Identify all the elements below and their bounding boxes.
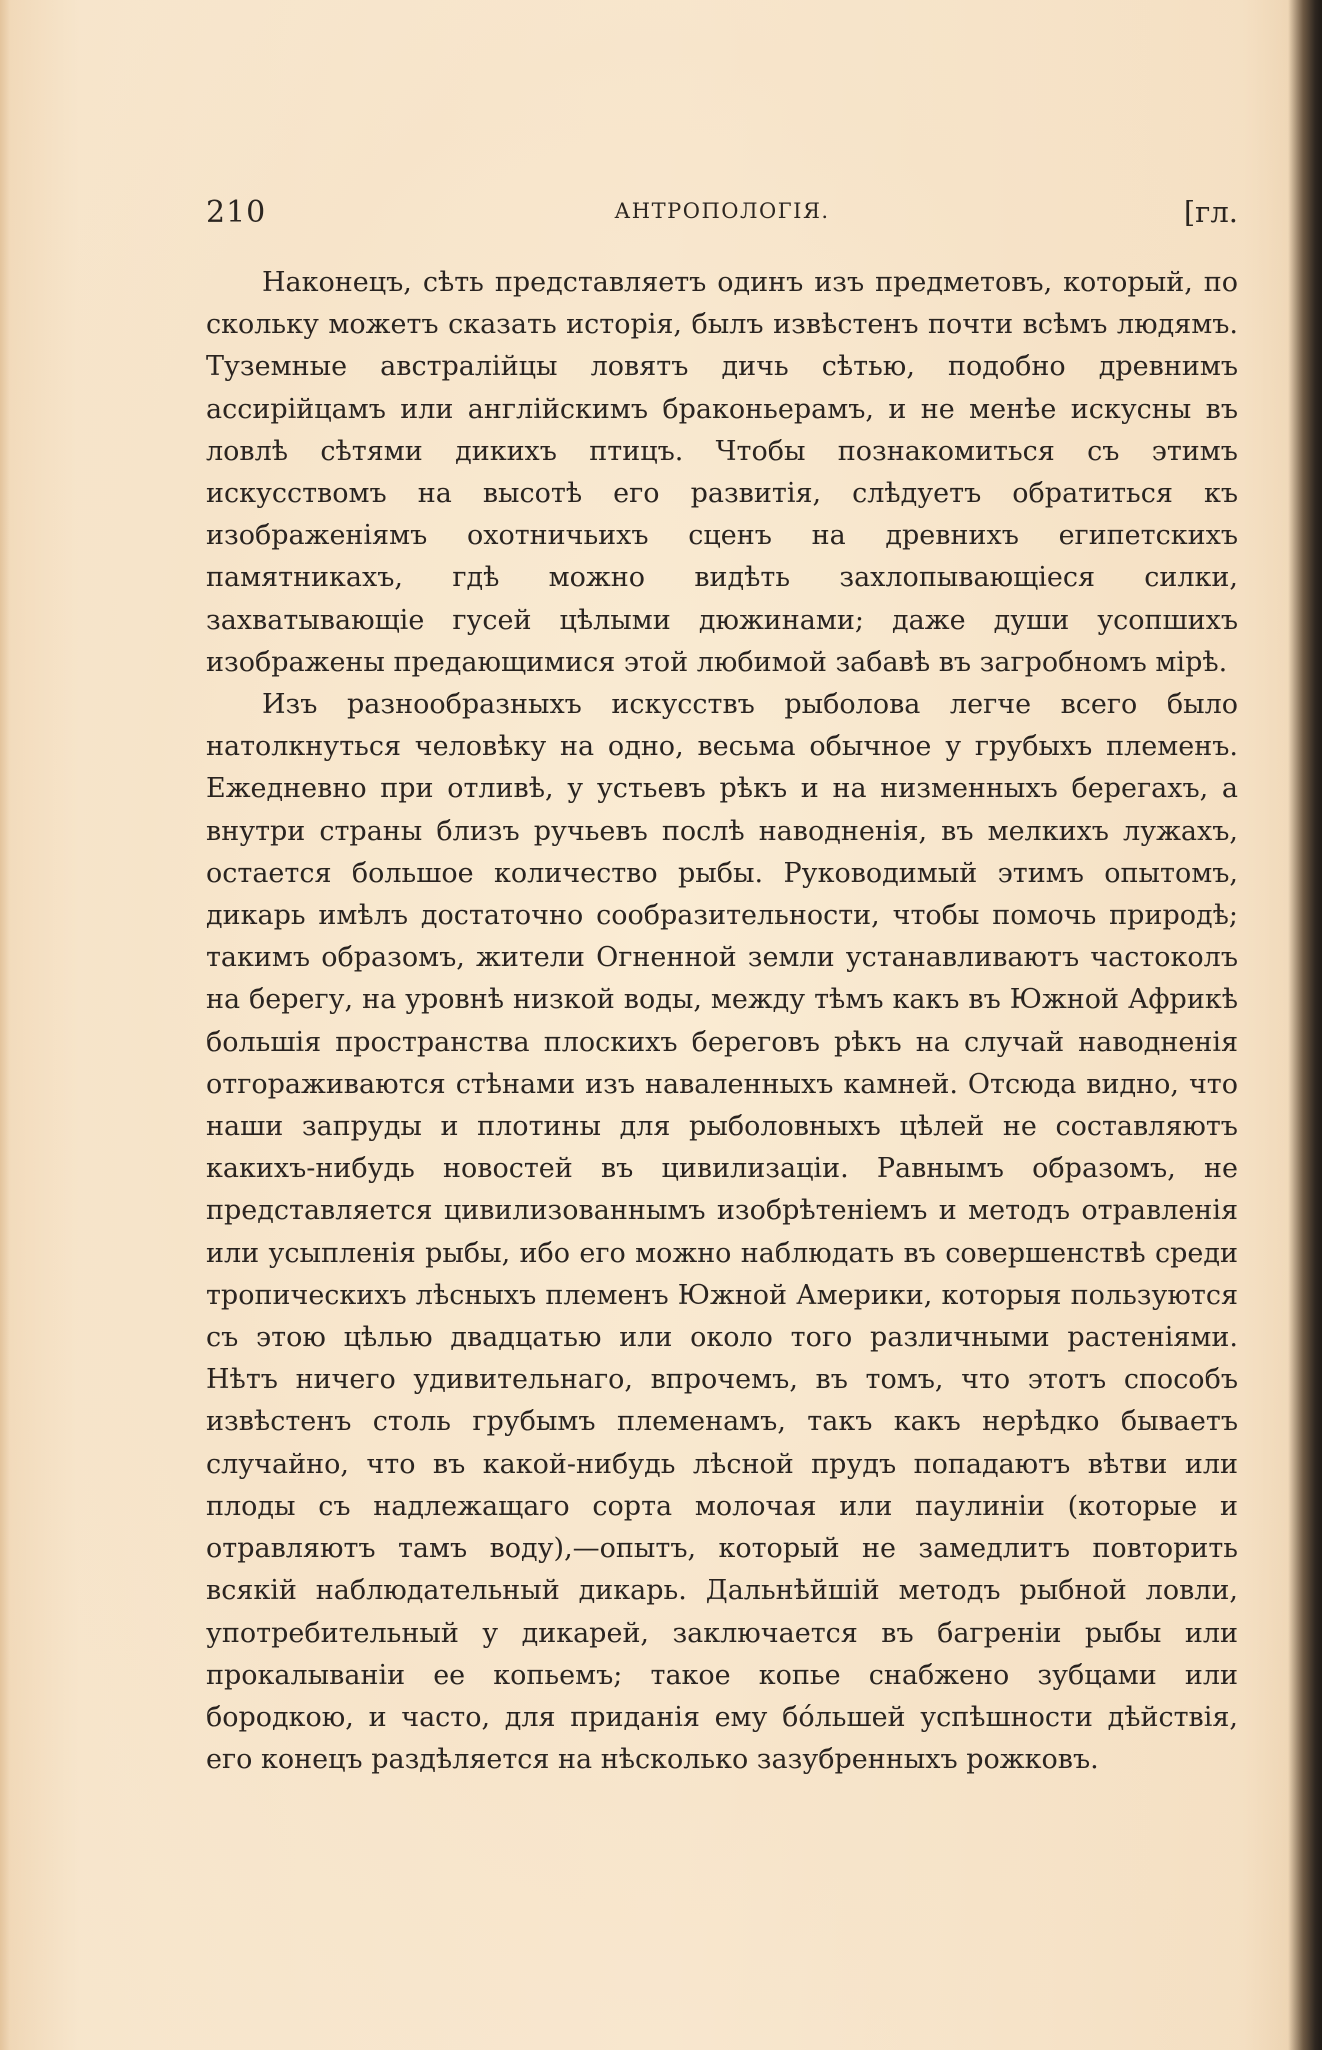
paragraph-fishing: Изъ разнообразныхъ искусствъ рыболова легче всего было натолкнуться человѣку на одно, весьма обычное у грубыхъ племенъ. Ежедневно при отливѣ, у устьевъ рѣкъ и на низменныхъ берегахъ, а внутри страны близъ ручьевъ послѣ наводненія, въ мелкихъ лужахъ, остается большое количество рыбы. Руководимый этимъ опытомъ, дикарь имѣлъ достаточно сообразительности, чтобы помочь природѣ; такимъ образомъ, жители Огненной земли устанавливаютъ частоколъ на берегу, на уровнѣ низкой воды, между тѣмъ какъ въ Южной Африкѣ большія пространства плоскихъ береговъ рѣкъ на случай наводненія отгораживаются стѣнами изъ наваленныхъ камней. Отсюда видно, что наши запруды и плотины для рыболовныхъ цѣлей не составляютъ какихъ-нибудь новостей въ цивилизаціи. Равнымъ образомъ, не представляется цивилизованнымъ изобрѣтеніемъ и методъ отравленія или усыпленія рыбы, ибо его можно наблюдать въ совершенствѣ среди тропическихъ лѣсныхъ племенъ Южной Америки, которыя пользуются съ этою цѣлью двадцатью или около того различными растеніями. Нѣтъ ничего удивительнаго, впрочемъ, въ томъ, что этотъ способъ извѣстенъ столь грубымъ племенамъ, такъ какъ нерѣдко бываетъ случайно, что въ какой-нибудь лѣсной прудъ попадаютъ вѣтви или плоды съ надлежащаго сорта молочая или паулиніи (которые и отравляютъ тамъ воду),—опытъ, который не замедлитъ повторить всякій наблюдательный дикарь. Дальнѣйшій методъ рыбной ловли, употребительный у дикарей, заключается въ багреніи рыбы или прокалываніи ее копьемъ; такое копье снабжено зубцами или бородкою, и часто, для приданія ему бо́льшей успѣшности дѣйствія, его конецъ раздѣляется на нѣсколько зазубренныхъ рожковъ.: [206, 689, 1238, 1776]
page-edge-left: [0, 0, 10, 2050]
running-head: [206, 195, 1238, 231]
page-edge-right: [1288, 0, 1322, 2050]
paragraph-nets: Наконецъ, сѣть представляетъ одинъ изъ предметовъ, который, по скольку можетъ сказать исторія, былъ извѣстенъ почти всѣмъ людямъ. Туземные австралійцы ловятъ дичь сѣтью, подобно древнимъ ассирійцамъ или англійскимъ браконьерамъ, и не менѣе искусны въ ловлѣ сѣтями дикихъ птицъ. Чтобы познакомиться съ этимъ искусствомъ на высотѣ его развитія, слѣдуетъ обратиться къ изображеніямъ охотничьихъ сценъ на древнихъ египетскихъ памятникахъ, гдѣ можно видѣть захлопывающіеся силки, захватывающіе гусей цѣлыми дюжинами; даже души усопшихъ изображены предающимися этой любимой забавѣ въ загробномъ мірѣ.: [206, 267, 1238, 678]
chapter-mark: [гл.: [1183, 195, 1238, 229]
page-number: 210: [206, 195, 267, 230]
body-text: [206, 262, 1238, 1781]
running-title: АНТРОПОЛОГІЯ.: [614, 199, 830, 223]
